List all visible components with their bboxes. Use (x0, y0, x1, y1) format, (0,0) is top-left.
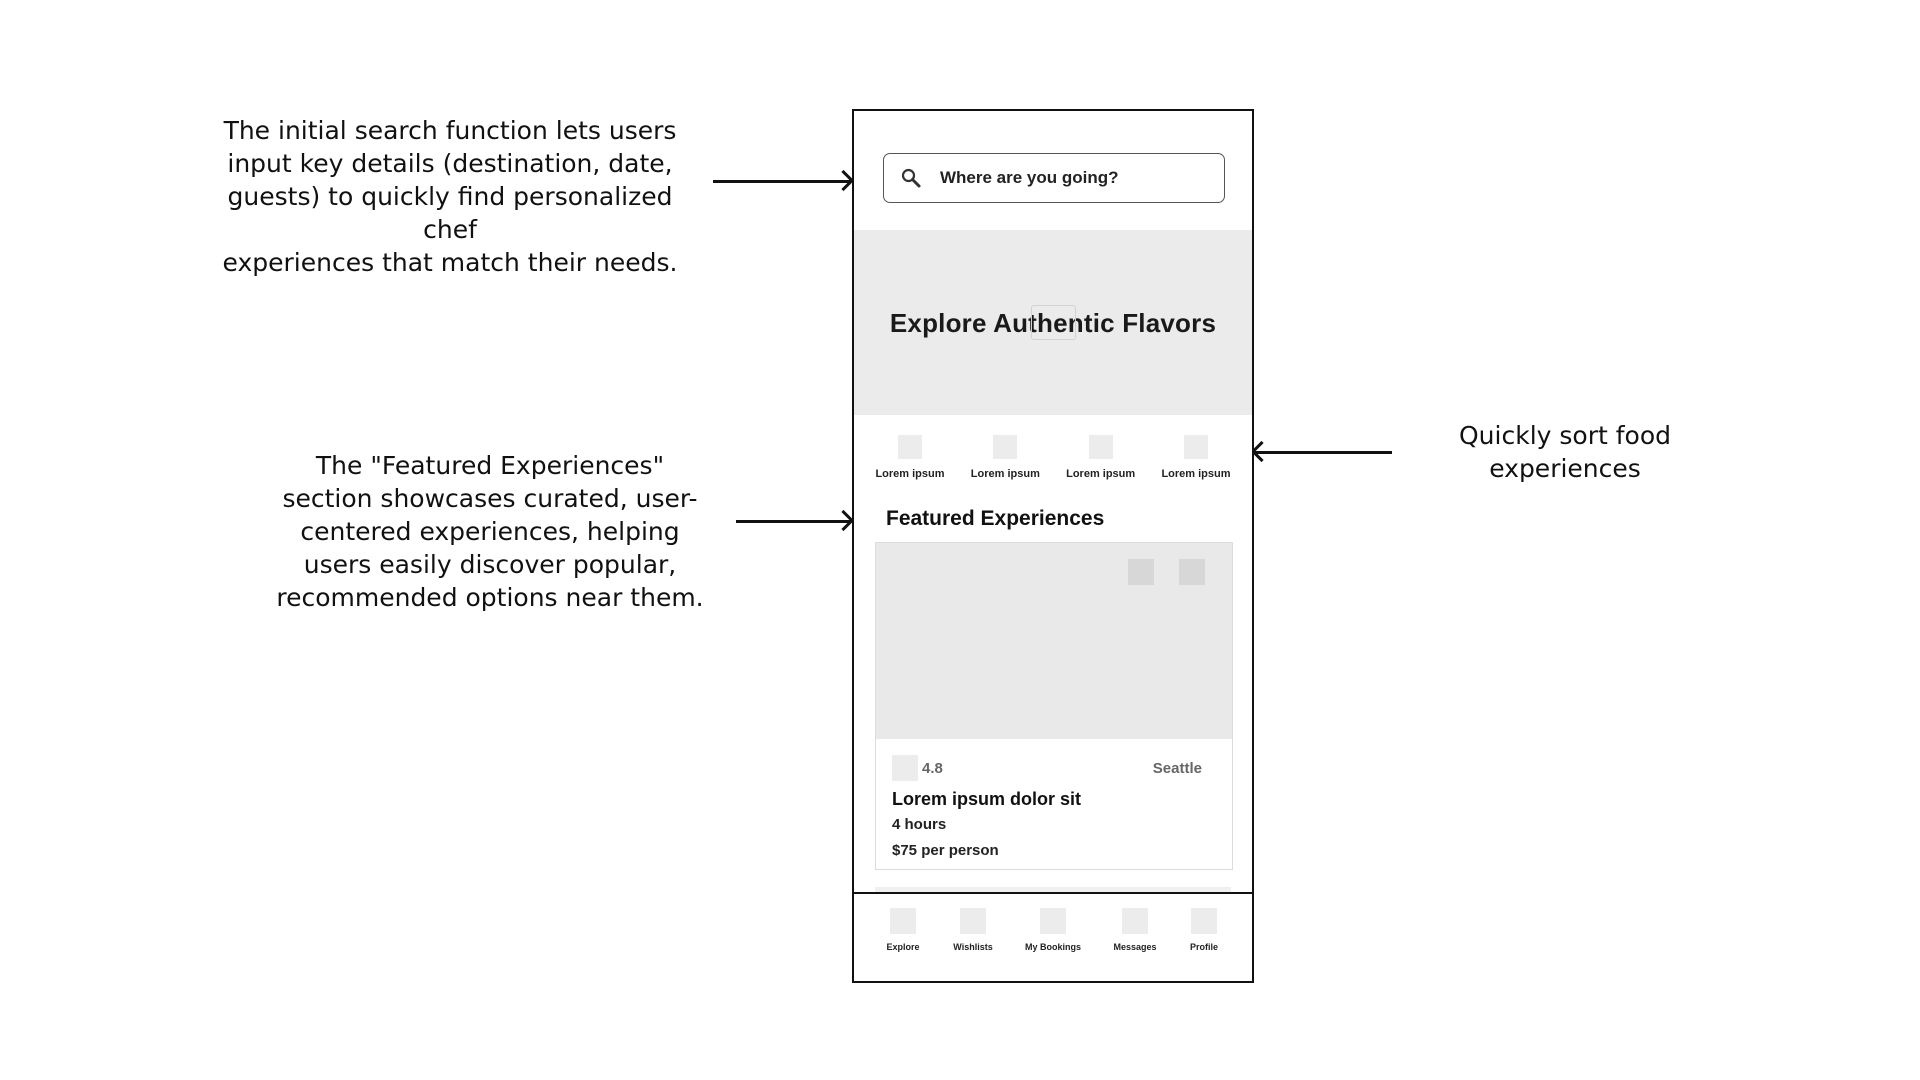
bottom-nav (854, 892, 1252, 983)
annotation-line: experiences (1489, 454, 1641, 483)
category-icon (898, 435, 922, 459)
category-filters (870, 435, 1236, 480)
nav-item-wishlists[interactable] (933, 908, 1013, 952)
nav-label: Profile (1189, 942, 1218, 952)
card-meta (892, 755, 1202, 781)
annotation-line: recommended options near them. (276, 583, 704, 612)
category-item[interactable] (1156, 435, 1236, 480)
card-rating: 4.8 (922, 759, 943, 777)
sort-annotation (1430, 419, 1700, 485)
star-icon (892, 755, 918, 781)
nav-item-profile[interactable] (1164, 908, 1244, 952)
nav-label: Explore (886, 942, 920, 952)
card-image-placeholder (876, 543, 1232, 739)
search-bar[interactable] (883, 153, 1225, 203)
nav-item-explore[interactable] (863, 908, 943, 952)
annotation-line: section showcases curated, user- (282, 484, 698, 513)
nav-label: Messages (1113, 942, 1157, 952)
search-input[interactable] (940, 168, 1200, 188)
annotation-line: guests) to quickly find personalized chef (227, 182, 673, 244)
share-icon[interactable] (1128, 559, 1154, 585)
search-annotation-arrow (713, 180, 851, 183)
phone-frame (852, 109, 1254, 983)
wishlist-icon (960, 908, 986, 934)
card-duration: 4 hours (892, 816, 947, 833)
hero-title: Explore Authentic Flavors (889, 308, 1217, 338)
annotation-line: centered experiences, helping (300, 517, 680, 546)
experience-card[interactable] (875, 542, 1233, 870)
annotation-line: users easily discover popular, (303, 550, 677, 579)
card-title: Lorem ipsum dolor sit (892, 789, 1082, 809)
category-label: Lorem ipsum (1161, 468, 1231, 480)
category-label: Lorem ipsum (875, 468, 945, 480)
profile-icon (1191, 908, 1217, 934)
search-annotation (205, 114, 695, 279)
nav-label: My Bookings (1024, 942, 1081, 952)
annotation-line: Quickly sort food (1459, 421, 1671, 450)
category-icon (993, 435, 1017, 459)
category-item[interactable] (1061, 435, 1141, 480)
annotation-line: The "Featured Experiences" (315, 451, 665, 480)
text-cursor-box (1031, 305, 1076, 340)
search-icon (896, 163, 926, 193)
category-item[interactable] (965, 435, 1045, 480)
annotation-line: The initial search function lets users (223, 116, 677, 145)
card-location: Seattle (1152, 759, 1202, 777)
category-icon (1184, 435, 1208, 459)
nav-label: Wishlists (953, 942, 993, 952)
explore-icon (890, 908, 916, 934)
messages-icon (1122, 908, 1148, 934)
featured-section-title: Featured Experiences (886, 507, 1105, 530)
hero-banner (854, 230, 1252, 415)
card-price: $75 per person (892, 842, 999, 859)
featured-annotation-arrow (736, 520, 851, 523)
category-icon (1089, 435, 1113, 459)
nav-item-messages[interactable] (1095, 908, 1175, 952)
bookings-icon (1040, 908, 1066, 934)
annotation-line: experiences that match their needs. (222, 248, 678, 277)
annotation-line: input key details (destination, date, (227, 149, 673, 178)
category-item[interactable] (870, 435, 950, 480)
category-label: Lorem ipsum (970, 468, 1040, 480)
nav-item-my-bookings[interactable] (1013, 908, 1093, 952)
featured-annotation (275, 449, 705, 614)
sort-annotation-arrow (1254, 451, 1392, 454)
heart-icon[interactable] (1179, 559, 1205, 585)
category-label: Lorem ipsum (1066, 468, 1136, 480)
